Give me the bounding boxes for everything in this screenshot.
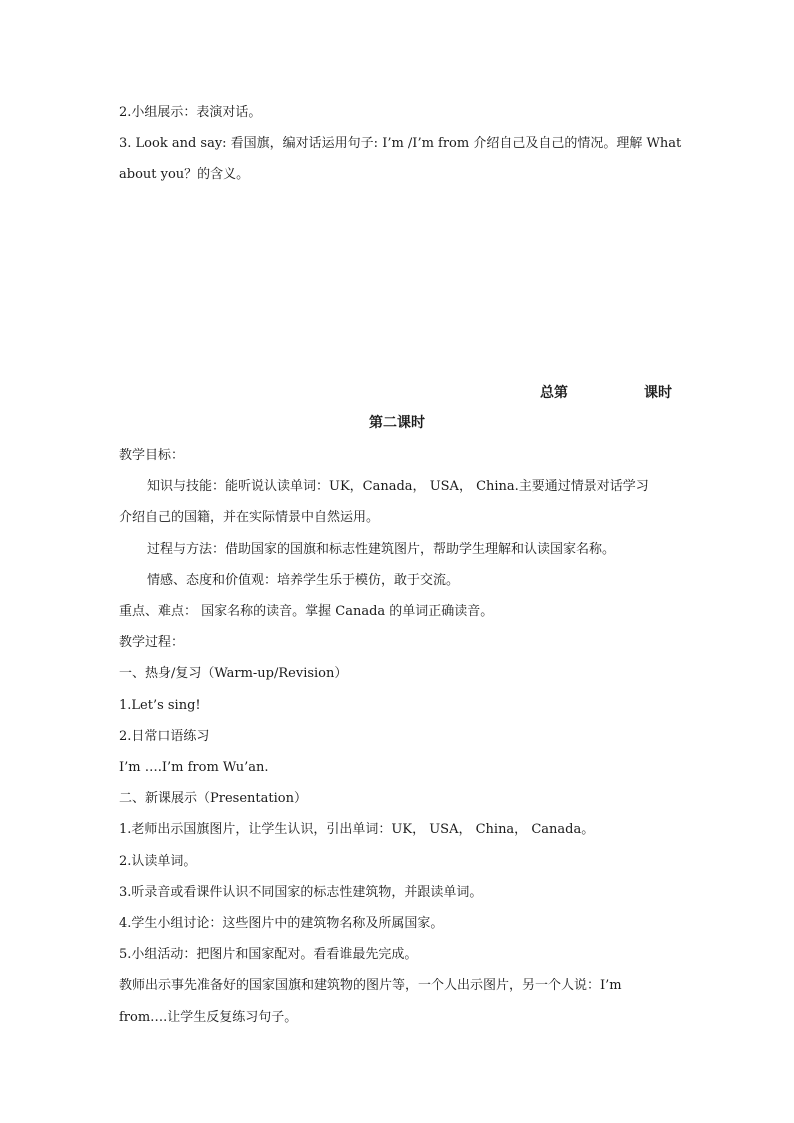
warmup-heading: 一、热身/复习（Warm-up/Revision）	[119, 666, 348, 681]
presentation-item-2: 2.认读单词。	[119, 854, 197, 869]
warmup-item-3: I’m ….I’m from Wu’an.	[119, 760, 269, 775]
top-line-2: 3. Look and say: 看国旗，编对话运用句子: I’m /I’m from 介绍自己及自己的情况。理解 What	[119, 136, 682, 151]
key-points: 重点、难点： 国家名称的读音。掌握 Canada 的单词正确读音。	[119, 604, 494, 619]
presentation-item-3: 3.听录音或看课件认识不同国家的标志性建筑物，并跟读单词。	[119, 885, 483, 900]
warmup-item-1: 1.Let’s sing!	[119, 698, 201, 713]
objective-process: 过程与方法：借助国家的国旗和标志性建筑图片，帮助学生理解和认读国家名称。	[147, 542, 616, 557]
presentation-item-5: 5.小组活动：把图片和国家配对。看看谁最先完成。	[119, 947, 418, 962]
objectives-heading: 教学目标：	[119, 448, 185, 463]
objective-knowledge-line-2: 介绍自己的国籍，并在实际情景中自然运用。	[119, 510, 380, 525]
lesson-label: 课时	[644, 385, 672, 401]
lesson-title: 第二课时	[369, 415, 425, 431]
objective-attitude: 情感、态度和价值观：培养学生乐于模仿，敢于交流。	[147, 573, 460, 588]
top-line-1: 2.小组展示：表演对话。	[119, 105, 262, 120]
process-heading: 教学过程：	[119, 635, 185, 650]
presentation-item-6-line-1: 教师出示事先准备好的国家国旗和建筑物的图片等，一个人出示图片，另一个人说：I’m	[119, 978, 622, 993]
warmup-item-2: 2.日常口语练习	[119, 729, 210, 744]
lesson-count-header	[540, 384, 672, 402]
presentation-item-1: 1.老师出示国旗图片，让学生认识，引出单词：UK， USA， China， Canada。	[119, 822, 595, 837]
presentation-item-4: 4.学生小组讨论：这些图片中的建筑物名称及所属国家。	[119, 916, 444, 931]
top-line-3: about you？的含义。	[119, 167, 250, 182]
presentation-item-6-line-2: from….让学生反复练习句子。	[119, 1010, 298, 1025]
objective-knowledge-line-1: 知识与技能：能听说认读单词：UK，Canada， USA， China.主要通过情景对话学习	[147, 479, 649, 494]
total-label: 总第	[540, 385, 568, 401]
presentation-heading: 二、新课展示（Presentation）	[119, 791, 307, 806]
